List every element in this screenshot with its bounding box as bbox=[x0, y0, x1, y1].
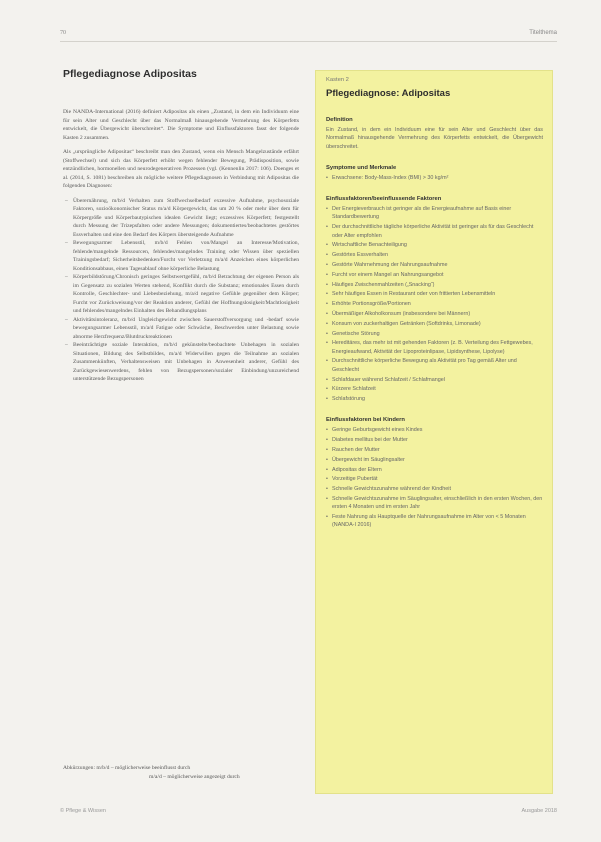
symptoms-section bbox=[326, 165, 543, 182]
list-item: – Überernährung, m/b/d Verhalten zum Stoffwechselbedarf exzessive Aufnahme, psychosoziale Faktoren, sozioökonomischer Status m/a/d Körpergewicht, das um 20 % oder mehr über dem für Körpergröße und Körperbautypischen idealen Gewicht liegt; exzessives Körperfett; festgestellt durch Messung der Trizepsfalten oder andere Messungen; dokumentiertes/beobachtetes gestörtes Essverhalten und eine den Bedarf des Körpers übersteigende Aufnahme bbox=[73, 197, 299, 240]
abbrev-line: Abkürzungen: m/b/d – möglicherweise beeinflusst durch bbox=[63, 765, 191, 771]
box-label: Kasten 2 bbox=[326, 77, 349, 83]
box-title: Pflegediagnose: Adipositas bbox=[326, 88, 451, 99]
body-paragraph: Als „ursprüngliche Adipositas“ beschreibt man den Zustand, wenn ein Mensch Mangelzustände erfährt (Stoffwechsel) und sich das Körperfett erhöht wegen fehlender Bewegung, Prädisposition, sowie entzündlichen, hormonellen und neurodegenerativen Prozessen (vgl. (Kennenlin 2017: 106). Doenges et al. (2014, S. 1081) beschreiben als mögliche weitere Pflegediagnosen in Verbindung mit Adipositas die folgenden Diagnosen: bbox=[63, 149, 299, 189]
main-column bbox=[63, 68, 299, 384]
abbreviations bbox=[63, 764, 299, 781]
box-content bbox=[326, 117, 543, 544]
definition-section bbox=[326, 117, 543, 151]
definition-text: Ein Zustand, in dem ein Individuum eine für sein Alter und Geschlecht über das Normalmaß hinausgehende Vermehrung des Körperfetts entwickelt, die Übergewicht überschreitet. bbox=[326, 127, 543, 150]
list-item: • Erwachsene: Body-Mass-Index (BMI) > 30 kg/m² bbox=[326, 174, 543, 182]
list-item: – Bewegungsarmer Lebensstil, m/b/d Fehlen von/Mangel an Interesse/Motivation, fehlende/mangelnde Ressourcen, fehlendes/mangelndes Training oder Wissen über speziellen Trainingsbedarf; Sicherheitsbedenken/Furcht vor Verletzung m/a/d Anzeichen eines körperlichen Konditionsabbaus, einen Tagesablauf ohne körperliche Belastung bbox=[73, 239, 299, 273]
list-item: – Körperbildstörung/Chronisch geringes Selbstwertgefühl, m/b/d Betrachtung der eigenen Person als im Gegensatz zu sozialen Werten stehend, Konflikt durch die Substanz; emotionales Essen durch Kontrolle, Geschlechter- und Liebesbeziehung, m/a/d negative Gefühle gegenüber dem Körper; Furcht vor Zurückweisung/vor der Reaktion anderer, Gefühl der Hoffnungslosigkeit/Machtlosigkeit und fehlendes/mangelndes Einhalten des Behandlungsplans bbox=[73, 273, 299, 316]
list-item: – Aktivitätsintoleranz, m/b/d Ungleichgewicht zwischen Sauerstoffversorgung und -bedarf sowie bewegungsarmer Lebensstil, m/a/d Fatigue oder Schwäche, Beschwerden unter Belastung sowie abnorme Herzfrequenz/Blutdruckreaktionen bbox=[73, 316, 299, 342]
list-item: • Sehr häufiges Essen in Restaurant oder von frittierten Lebensmitteln bbox=[326, 290, 543, 298]
page-number: 70 bbox=[60, 30, 66, 36]
section-heading: Einflussfaktoren/beeinflussende Faktoren bbox=[326, 196, 442, 203]
list-item: • Der durchschnittliche tägliche körperliche Aktivität ist geringer als für das Geschlecht oder Alter empfohlen bbox=[326, 223, 543, 240]
list-item: • Schlafdauer während Schlafzeit / Schlafmangel bbox=[326, 376, 543, 384]
article-title: Pflegediagnose Adipositas bbox=[63, 68, 197, 80]
header-divider bbox=[60, 41, 557, 42]
list-item: • Schlafstörung bbox=[326, 395, 543, 403]
section-heading: Einflussfaktoren bei Kindern bbox=[326, 417, 405, 424]
list-item: • Der Energieverbrauch ist geringer als die Energieaufnahme auf Basis einer Standardbewertung bbox=[326, 205, 543, 222]
list-item: • Rauchen der Mutter bbox=[326, 446, 543, 454]
intro-paragraph: Die NANDA-International (2016) definiert Adipositas als einen „Zustand, in dem ein Individuum eine für sein Alter und Geschlecht über das Normalmaß hinausgehende Vermehrung des Körperfetts entwickelt, die Übergewicht überschreitet“. Die Symptome und Einflussfaktoren fasst der folgende Kasten 2 zusammen. bbox=[63, 109, 299, 141]
list-item: • Diabetes mellitus bei der Mutter bbox=[326, 436, 543, 444]
section-label: Titelthema bbox=[529, 30, 557, 36]
list-item: • Schnelle Gewichtszunahme im Säuglingsalter, einschließlich in den ersten Wochen, den ersten 4 Monaten und im ersten Jahr bbox=[326, 495, 543, 512]
section-heading: Symptome und Merkmale bbox=[326, 164, 397, 171]
list-item: • Gestörte Wahrnehmung der Nahrungsaufnahme bbox=[326, 261, 543, 269]
list-item: • Feste Nahrung als Hauptquelle der Nahrungsaufnahme im Alter von < 5 Monaten (NANDA-I 2016) bbox=[326, 513, 543, 530]
list-item: • Durchschnittliche körperliche Bewegung als Aktivität pro Tag gemäß Alter und Geschlecht bbox=[326, 357, 543, 374]
diagnosis-list bbox=[63, 197, 299, 384]
section-heading: Definition bbox=[326, 117, 353, 123]
list-item: • Wirtschaftliche Benachteiligung bbox=[326, 241, 543, 249]
list-item: • Übergewicht im Säuglingsalter bbox=[326, 456, 543, 464]
list-item: • Vorzeitige Pubertät bbox=[326, 475, 543, 483]
list-item: • Furcht vor einem Mangel an Nahrungsangebot bbox=[326, 271, 543, 279]
abbrev-line: m/a/d – möglicherweise angezeigt durch bbox=[149, 773, 240, 780]
list-item: • Schnelle Gewichtszunahme während der Kindheit bbox=[326, 485, 543, 493]
list-item: • Übermäßiger Alkoholkonsum (insbesondere bei Männern) bbox=[326, 310, 543, 318]
footer-issue: Ausgabe 2018 bbox=[521, 808, 557, 814]
list-item: • Geringe Geburtsgewicht eines Kindes bbox=[326, 426, 543, 434]
list-item: • Genetische Störung bbox=[326, 330, 543, 338]
list-item: • Adipositas der Eltern bbox=[326, 466, 543, 474]
list-item: • Gestörtes Essverhalten bbox=[326, 251, 543, 259]
list-item: • Kürzere Schlafzeit bbox=[326, 385, 543, 393]
list-item: – Beeinträchtigte soziale Interaktion, m/b/d gekünstelte/beobachtete Unbehagen in sozialen Situationen, Bildung des Selbstbildes, m/a/d Widerwillen gegen die Teilnahme an sozialen Zusammenkünften, Verhaltensweisen mit Unbehagen in Anwesenheit anderer, Gefühl des Zurückgewiesenwerdens, fehlen von Bezugspersonen/sozialer Einbindung/unzureichend unterstützende Bezugspersonen bbox=[73, 341, 299, 384]
info-box bbox=[315, 70, 553, 794]
list-item: • Häufiges Zwischenmahlzeiten („Snacking“) bbox=[326, 281, 543, 289]
factors-section bbox=[326, 196, 543, 403]
list-item: • Erhöhte Portionsgröße/Portionen bbox=[326, 300, 543, 308]
list-item: • Hereditäres, das mehr ist mit gehenden Faktoren (z. B. Verteilung des Fettgewebes, Energieaufwand, Aktivität der Lipoproteinlipase, Lipidsynthese, Lipolyse) bbox=[326, 339, 543, 356]
footer-publisher: © Pflege & Wissen bbox=[60, 808, 106, 814]
list-item: • Konsum von zuckerhaltigen Getränken (Softdrinks, Limonade) bbox=[326, 320, 543, 328]
children-section bbox=[326, 417, 543, 529]
